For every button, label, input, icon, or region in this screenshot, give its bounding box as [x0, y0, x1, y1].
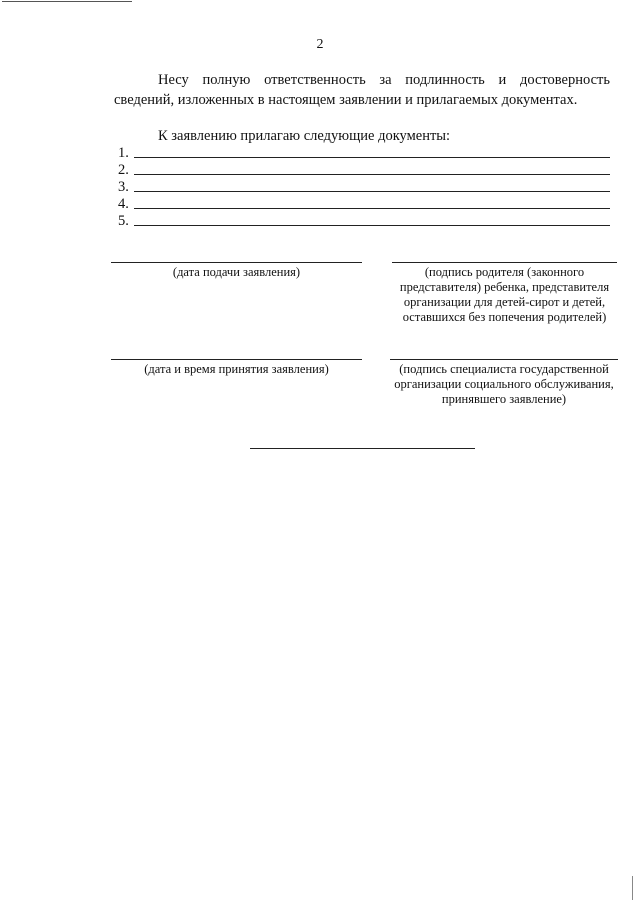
document-entry-number: 5.	[118, 213, 129, 229]
specialist-signature-caption: (подпись специалиста государственной организации социального обслуживания, принявшего заявление)	[394, 362, 614, 406]
attached-documents-list	[118, 144, 610, 229]
document-entry	[118, 161, 610, 178]
specialist-signature-line	[390, 359, 618, 360]
margin-mark	[632, 876, 633, 900]
document-entry-number: 1.	[118, 145, 129, 161]
document-entry	[118, 212, 610, 229]
document-entry	[118, 195, 610, 212]
page-number: 2	[316, 37, 324, 52]
document-entry-blank-line	[134, 207, 610, 209]
document-entry-blank-line	[134, 224, 610, 226]
responsibility-statement: Несу полную ответственность за подлинность и достоверность сведений, изложенных в настоящем заявлении и прилагаемых документах.	[114, 72, 610, 108]
document-entry	[118, 178, 610, 195]
parent-signature-line	[392, 262, 617, 263]
acceptance-datetime-caption: (дата и время принятия заявления)	[144, 362, 329, 376]
acceptance-datetime-line	[111, 359, 362, 360]
attached-documents-intro: К заявлению прилагаю следующие документы:	[158, 128, 451, 144]
document-entry-blank-line	[134, 190, 610, 192]
top-edge-line	[2, 1, 132, 2]
submission-date-caption: (дата подачи заявления)	[172, 265, 301, 279]
document-end-line	[250, 448, 475, 449]
specialist-signature-field	[390, 359, 618, 407]
acceptance-datetime-field	[111, 359, 362, 377]
document-entry-number: 4.	[118, 196, 129, 212]
document-entry-number: 2.	[118, 162, 129, 178]
parent-signature-field	[392, 262, 617, 325]
document-entry-blank-line	[134, 156, 610, 158]
parent-signature-caption: (подпись родителя (законного представителя) ребенка, представителя организации для детей-сирот и детей, оставшихся без попечения родителей)	[399, 265, 610, 324]
document-entry	[118, 144, 610, 161]
document-entry-number: 3.	[118, 179, 129, 195]
submission-date-field	[111, 262, 362, 280]
document-entry-blank-line	[134, 173, 610, 175]
submission-date-line	[111, 262, 362, 263]
